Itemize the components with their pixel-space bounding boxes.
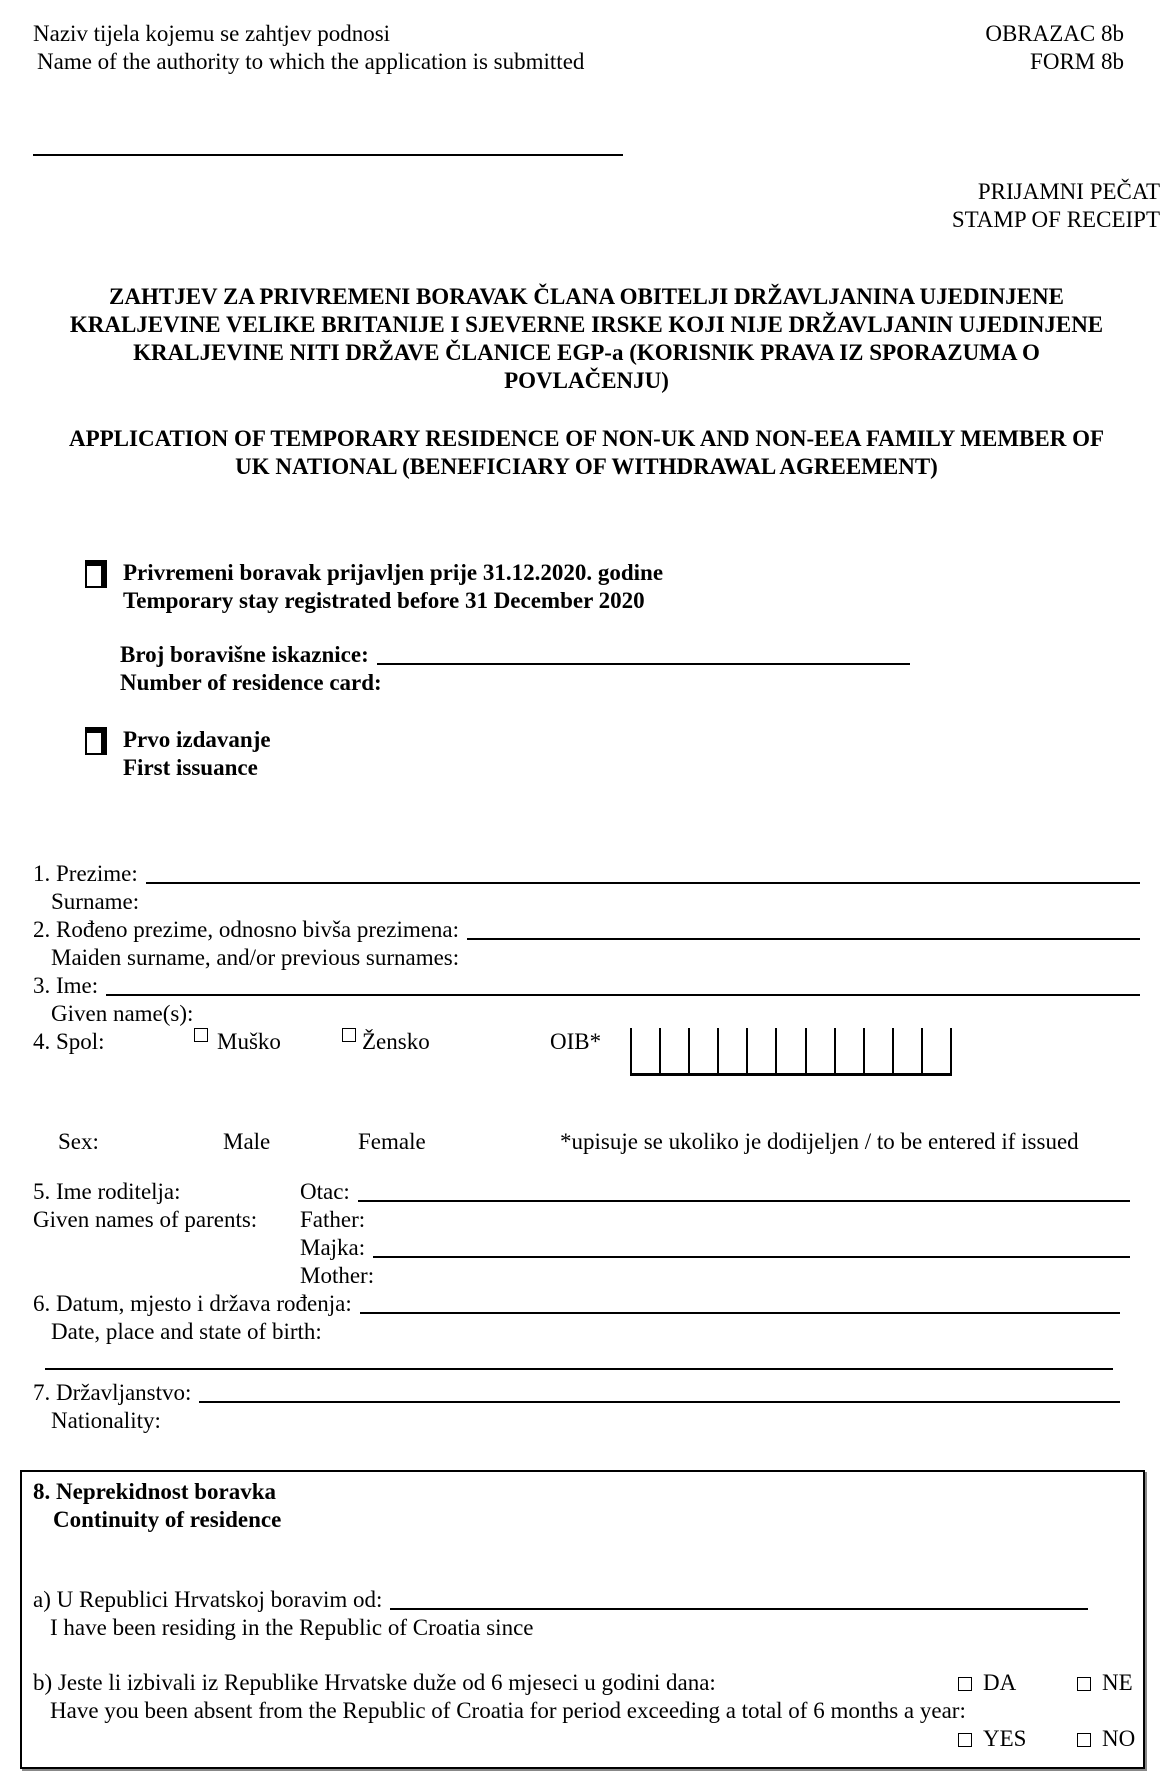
- parents-spacer: [33, 1262, 300, 1290]
- option1-label-en: Temporary stay registrated before 31 December 2020: [123, 588, 645, 613]
- sex-label-hr: 4. Spol:: [33, 1029, 105, 1054]
- father-label-en: Father:: [300, 1207, 366, 1232]
- checkbox-first-issuance-icon[interactable]: [85, 727, 107, 755]
- field-maiden-surname: [33, 916, 1140, 944]
- residing-since-row: [33, 1586, 1143, 1614]
- surname-label-hr: 1. Prezime:: [33, 861, 138, 886]
- absence-question-en: Have you been absent from the Republic of Croatia for period exceeding a total of 6 months a year:: [50, 1698, 966, 1723]
- form-number: [985, 20, 1140, 76]
- female-label-hr: Žensko: [362, 1029, 430, 1054]
- title-hr-line-2: KRALJEVINE VELIKE BRITANIJE I SJEVERNE IRSKE KOJI NIJE DRŽAVLJANIN UJEDINJENE: [69, 312, 1104, 337]
- form-title-english: [33, 425, 1140, 481]
- oib-note: *upisuje se ukoliko je dodijeljen / to be entered if issued: [560, 1129, 1079, 1154]
- field-parents: [33, 1178, 1140, 1290]
- authority-label-en: Name of the authority to which the application is submitted: [37, 49, 585, 74]
- absence-answer-english-row: [33, 1725, 1143, 1753]
- oib-digit-cell[interactable]: [659, 1028, 688, 1073]
- answer-ne: [1077, 1669, 1133, 1697]
- sex-label-en: Sex:: [58, 1129, 99, 1154]
- parents-label-en: Given names of parents:: [33, 1207, 258, 1232]
- birth-label-en: Date, place and state of birth:: [51, 1319, 322, 1344]
- father-name-input-line[interactable]: [358, 1178, 1130, 1202]
- given-name-label-en: Given name(s):: [51, 1001, 194, 1026]
- oib-digit-cell[interactable]: [863, 1028, 892, 1073]
- field-nationality: [33, 1379, 1140, 1407]
- field-given-name: [33, 972, 1140, 1000]
- nationality-input-line[interactable]: [199, 1379, 1120, 1403]
- residence-card-number-line[interactable]: [377, 641, 910, 665]
- father-label-hr: Otac:: [300, 1179, 350, 1204]
- oib-digit-cell[interactable]: [834, 1028, 863, 1073]
- given-name-label-hr: 3. Ime:: [33, 973, 99, 998]
- header: [33, 20, 1140, 76]
- nationality-label-en: Nationality:: [51, 1408, 161, 1433]
- birth-input-line[interactable]: [360, 1290, 1120, 1314]
- given-name-input-line[interactable]: [106, 972, 1140, 996]
- checkbox-ne-icon[interactable]: [1077, 1677, 1091, 1691]
- section-continuity-of-residence: [20, 1470, 1145, 1769]
- authority-label-hr: Naziv tijela kojemu se zahtjev podnosi: [33, 21, 391, 46]
- residing-since-label-hr: a) U Republici Hrvatskoj boravim od:: [33, 1587, 383, 1612]
- title-hr-line-1: ZAHTJEV ZA PRIVREMENI BORAVAK ČLANA OBITELJI DRŽAVLJANINA UJEDINJENE: [109, 284, 1064, 309]
- field-surname: [33, 860, 1140, 888]
- checkbox-registered-before-2020-icon[interactable]: [85, 560, 107, 588]
- no-label: NO: [1102, 1726, 1136, 1751]
- form-number-hr: OBRAZAC 8b: [985, 21, 1124, 46]
- checkbox-yes-icon[interactable]: [958, 1733, 972, 1747]
- oib-digit-cell[interactable]: [630, 1028, 659, 1073]
- maiden-surname-input-line[interactable]: [467, 916, 1140, 940]
- field-sex-english-row: [33, 1128, 1140, 1156]
- stamp-hr: PRIJAMNI PEČAT: [977, 179, 1160, 204]
- parents-spacer: [33, 1234, 300, 1262]
- mother-name-input-line[interactable]: [373, 1234, 1130, 1258]
- surname-input-line[interactable]: [146, 860, 1140, 884]
- oib-digit-cell[interactable]: [688, 1028, 717, 1073]
- checkbox-da-icon[interactable]: [958, 1677, 972, 1691]
- field-sex-oib: [33, 1028, 1140, 1080]
- residence-card-label-en: Number of residence card:: [120, 670, 382, 695]
- checkbox-male-icon[interactable]: [194, 1028, 208, 1042]
- maiden-surname-label-hr: 2. Rođeno prezime, odnosno bivša prezimena:: [33, 917, 460, 942]
- stamp-of-receipt: [33, 178, 1160, 234]
- residing-since-input-line[interactable]: [390, 1586, 1088, 1610]
- male-label-en: Male: [223, 1129, 271, 1154]
- residence-card-number: [120, 641, 1140, 697]
- checkbox-female-icon[interactable]: [342, 1028, 356, 1042]
- title-en-line-2: UK NATIONAL (BENEFICIARY OF WITHDRAWAL AGREEMENT): [235, 454, 938, 479]
- oib-digit-cell[interactable]: [746, 1028, 775, 1073]
- birth-continuation-line[interactable]: [45, 1346, 1113, 1370]
- option-registered-before-2020: [85, 559, 1140, 615]
- authority-label: [33, 20, 584, 76]
- mother-label-en: Mother:: [300, 1263, 375, 1288]
- oib-comb: [630, 1028, 952, 1076]
- personal-data-fields: [33, 860, 1140, 1435]
- answer-yes: [958, 1725, 1026, 1753]
- title-en-line-1: APPLICATION OF TEMPORARY RESIDENCE OF NON-UK AND NON-EEA FAMILY MEMBER OF: [68, 426, 1105, 451]
- residing-since-label-en: I have been residing in the Republic of Croatia since: [50, 1615, 534, 1640]
- residence-card-label-hr: Broj boravišne iskaznice:: [120, 642, 369, 667]
- absence-question-row: [33, 1669, 1143, 1697]
- male-label-hr: Muško: [217, 1029, 281, 1054]
- title-hr-line-3: KRALJEVINE NITI DRŽAVE ČLANICE EGP-a (KORISNIK PRAVA IZ SPORAZUMA O: [133, 340, 1040, 365]
- surname-label-en: Surname:: [51, 889, 140, 914]
- option2-label-en: First issuance: [123, 755, 258, 780]
- female-label-en: Female: [358, 1129, 426, 1154]
- yes-label: YES: [983, 1726, 1027, 1751]
- answer-no: [1077, 1725, 1135, 1753]
- option-first-issuance: [85, 726, 1140, 782]
- oib-digit-cell[interactable]: [775, 1028, 804, 1073]
- oib-digit-cell[interactable]: [805, 1028, 834, 1073]
- parents-label-hr: 5. Ime roditelja:: [33, 1179, 181, 1204]
- title-hr-line-4: POVLAČENJU): [504, 368, 669, 393]
- option1-label-hr: Privremeni boravak prijavljen prije 31.12.2020. godine: [123, 560, 664, 585]
- answer-da: [958, 1669, 1016, 1697]
- maiden-surname-label-en: Maiden surname, and/or previous surnames:: [51, 945, 460, 970]
- nationality-label-hr: 7. Državljanstvo:: [33, 1380, 192, 1405]
- oib-digit-cell[interactable]: [892, 1028, 921, 1073]
- oib-digit-cell[interactable]: [921, 1028, 950, 1073]
- section8-title-hr: 8. Neprekidnost boravka: [33, 1479, 277, 1504]
- stamp-en: STAMP OF RECEIPT: [951, 207, 1160, 232]
- oib-digit-cell[interactable]: [717, 1028, 746, 1073]
- authority-name-blank-line[interactable]: [33, 154, 623, 156]
- birth-label-hr: 6. Datum, mjesto i država rođenja:: [33, 1291, 352, 1316]
- field-birth: [33, 1290, 1140, 1318]
- mother-label-hr: Majka:: [300, 1235, 366, 1260]
- ne-label: NE: [1102, 1670, 1133, 1695]
- oib-label: OIB*: [550, 1029, 602, 1054]
- form-number-en: FORM 8b: [1030, 49, 1124, 74]
- section8-title-en: Continuity of residence: [53, 1507, 282, 1532]
- absence-question-hr: b) Jeste li izbivali iz Republike Hrvatske duže od 6 mjeseci u godini dana:: [33, 1670, 716, 1695]
- form-title-croatian: [33, 283, 1140, 395]
- da-label: DA: [983, 1670, 1017, 1695]
- checkbox-no-icon[interactable]: [1077, 1733, 1091, 1747]
- option2-label-hr: Prvo izdavanje: [123, 727, 271, 752]
